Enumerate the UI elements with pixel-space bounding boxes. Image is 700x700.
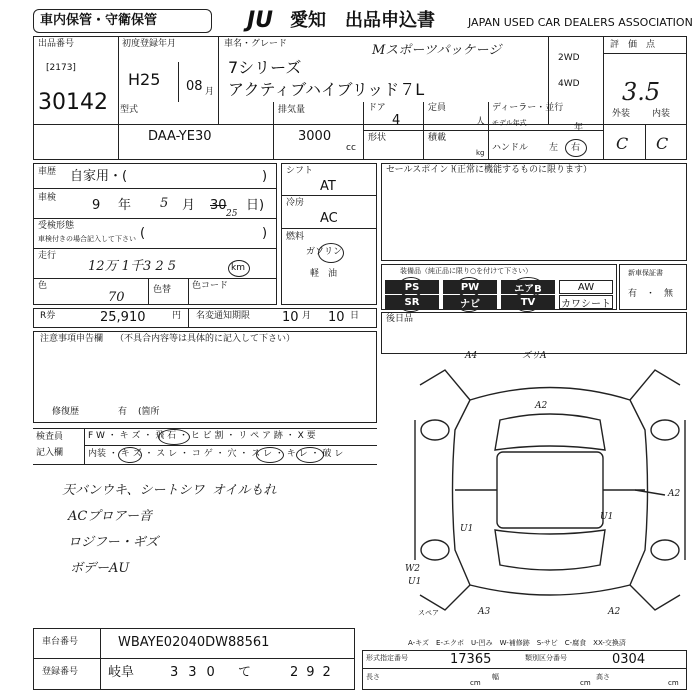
repair-value: 有 (118, 407, 128, 417)
dealer-label: ディーラー・並行 (492, 103, 564, 113)
usage-label: 車歴 (38, 167, 57, 177)
fuel-label: 燃料 (286, 232, 305, 242)
lot-sub: [2173] (46, 63, 76, 73)
width-label: 幅 (492, 673, 499, 681)
equip-sr-circle (398, 292, 424, 312)
entry-label: 記入欄 (36, 448, 64, 458)
grade-label: 評 価 点 (610, 40, 656, 50)
check-sure-circle (256, 447, 284, 463)
damage-mark-a3: A3 (478, 607, 491, 617)
form-value: 17365 (450, 652, 492, 667)
height-unit: cm (668, 679, 679, 687)
model-grade: アクティブハイブリッド７L (228, 80, 425, 99)
drive-2wd: 2WD (558, 53, 580, 63)
damage-mark-right: A2 (668, 489, 681, 499)
equip-leather: カワシート (559, 295, 613, 309)
shape-label: 形状 (368, 133, 387, 143)
check-row-exterior: F W ・ キ ズ ・ 飛 石 ・ ヒ ビ 割 ・ リ ペ ア 跡 ・ X 要 (88, 431, 316, 441)
fuel-gas: ガソリン (306, 247, 343, 257)
damage-mark-w2: W2 (405, 564, 420, 574)
form-title: 出品申込書 (345, 10, 435, 31)
inspection-label: 車検 (38, 193, 57, 203)
exterior-label: 外装 (612, 109, 631, 119)
plate-class: 330 (170, 665, 225, 680)
remark-4: ロジフー・ギズ (68, 535, 159, 550)
form-label: 形式指定番号 (366, 654, 408, 662)
inspection-year-unit: 年 (118, 198, 132, 213)
check-tobiishi-circle (158, 429, 190, 445)
equip-sr: SR (385, 295, 439, 309)
exterior-grade: C (616, 134, 629, 153)
check-row-interior: 内装 ・ キ ズ ・ ス レ ・ コ ゲ ・ 穴 ・ ス レ ・ キ レ ・ 破 レ (88, 449, 344, 459)
registration-label: 初度登録年月 (122, 39, 177, 49)
model-handwritten-note: Mスポーツパッケージ (372, 43, 502, 58)
plate-number: 292 (290, 665, 339, 680)
inspection-day-struck: 30 (210, 198, 227, 213)
color-change-label: 色替 (153, 285, 172, 295)
cooling-label: 冷房 (286, 198, 305, 208)
ownership-day-unit: 日 (350, 311, 360, 321)
usage-value: 自家用・( (70, 169, 128, 184)
damage-mark-a2-rear: A2 (608, 607, 621, 617)
doors-value: 4 (392, 113, 401, 128)
association-name: JAPAN USED CAR DEALERS ASSOCIATION (468, 16, 693, 29)
remark-2: オイルもれ (212, 483, 277, 498)
load-unit: kg (476, 149, 485, 157)
model-label: 車名・グレード (224, 39, 288, 49)
model-series: 7シリーズ (228, 58, 302, 77)
damage-legend: A-キズ E-エクボ U-凹み W-補修跡 S-サビ C-腐食 XX-交換済 (408, 639, 626, 647)
color-label: 色 (38, 281, 48, 291)
shift-label: シフト (286, 166, 314, 176)
grade-score: 3.5 (622, 78, 661, 106)
doors-label: ドア (368, 103, 386, 113)
cooling-value: AC (320, 211, 338, 226)
car-damage-diagram (400, 360, 700, 620)
ownership-month: 10 (282, 310, 299, 325)
equip-pw: PW (443, 280, 497, 294)
type-label: 型式 (120, 105, 139, 115)
plate-kana: て (238, 665, 252, 680)
displacement-value: 3000 (298, 129, 332, 144)
damage-mark-zuria: ズリA (522, 351, 547, 361)
damage-mark-u1-right: U1 (600, 512, 614, 522)
lot-label: 出品番号 (38, 39, 75, 49)
inspection-day: 25 (226, 209, 238, 219)
notes-label: 注意事項申告欄 (40, 334, 104, 344)
recycle-unit: 円 (172, 311, 182, 321)
logo: JU (247, 8, 274, 33)
damage-mark-a4: A4 (465, 351, 478, 361)
handle-label: ハンドル (492, 143, 529, 153)
equip-tv: TV (501, 295, 555, 309)
registration-month: 08 (186, 79, 203, 94)
receiving-label: 受検形態 (38, 221, 75, 231)
handle-right: 右 (571, 143, 581, 153)
handle-left: 左 (549, 143, 559, 153)
sales-points-label: セールスポイント (386, 165, 458, 175)
interior-label: 内装 (652, 109, 671, 119)
inspection-month: 5 (160, 196, 169, 211)
chassis-value: WBAYE02040DW88561 (118, 635, 270, 650)
receiving-open: ( (140, 226, 146, 241)
inspection-day-unit: 日) (246, 198, 265, 213)
displacement-label: 排気量 (278, 105, 306, 115)
plate-region: 岐阜 (108, 665, 135, 680)
usage-close: ) (262, 169, 268, 184)
sales-points-block (381, 163, 687, 261)
inspection-month-unit: 月 (182, 198, 196, 213)
damage-mark-u1-left: U1 (460, 524, 474, 534)
height-label: 高さ (596, 673, 610, 681)
color-code-label: 色コード (192, 281, 229, 291)
repair-part: (箇所 (138, 407, 160, 417)
remark-1: 天バンウキ、シートシワ (62, 483, 205, 498)
plate-label: 登録番号 (42, 667, 79, 677)
equipment-label: 装備品（純正品に限り○を付けて下さい） (400, 267, 533, 275)
remark-5: ボデーAU (70, 561, 130, 576)
brand: 愛知 (290, 10, 326, 31)
recycle-amount: 25,910 (100, 310, 146, 325)
equip-tv-circle (514, 292, 540, 312)
mileage-unit: km (231, 263, 245, 273)
remark-3: ACプロアー音 (68, 509, 152, 524)
color-value: 70 (108, 290, 125, 305)
damage-mark-roof: A2 (535, 401, 548, 411)
ownership-label: 名変通知期限 (196, 311, 251, 321)
receiving-close: ) (262, 226, 268, 241)
equip-ps: PS (385, 280, 439, 294)
registration-era-year: H25 (128, 70, 161, 89)
equip-navi: ナビ (443, 295, 497, 309)
load-label: 積載 (428, 133, 447, 143)
width-unit: cm (580, 679, 591, 687)
equip-navi-circle (456, 292, 482, 312)
equip-aw: AW (559, 280, 613, 294)
recycle-label: R券 (40, 311, 56, 321)
ownership-day: 10 (328, 310, 345, 325)
mileage-value: 12万 1千3 2 5 (88, 259, 177, 274)
fuel-diesel: 軽 油 (310, 269, 338, 279)
interior-grade: C (656, 134, 669, 153)
sales-points-note: （正常に機能するものに限ります） (448, 165, 593, 175)
mileage-label: 走行 (38, 251, 57, 261)
capacity-unit: 人 (476, 117, 486, 127)
lot-number: 30142 (38, 90, 108, 115)
model-year-label: モデル年式 (492, 119, 527, 127)
rear-items-label: 後日品 (386, 314, 414, 324)
ownership-month-unit: 月 (302, 311, 312, 321)
category-label: 類別区分番号 (525, 654, 567, 662)
shift-value: AT (320, 179, 336, 194)
length-unit: cm (470, 679, 481, 687)
inspection-year: 9 (92, 198, 101, 213)
category-value: 0304 (612, 652, 646, 667)
length-label: 長さ (366, 673, 380, 681)
damage-mark-u1-rear: U1 (408, 577, 422, 587)
receiving-note: 車検付きの場合記入して下さい (38, 235, 136, 243)
rear-items-block (381, 312, 687, 354)
drive-4wd: 4WD (558, 79, 580, 89)
year-unit: 年 (574, 123, 584, 133)
repair-label: 修復歴 (52, 407, 80, 417)
history-block (33, 163, 277, 305)
warranty-value: 有 ・ 無 (628, 289, 674, 299)
notes-block (33, 331, 377, 423)
inspector-label: 検査員 (36, 432, 64, 442)
type-value: DAA-YE30 (148, 129, 212, 144)
check-kire-circle (296, 447, 324, 463)
notes-note: （不具合内容等は具体的に記入して下さい） (115, 334, 296, 344)
storage-options: 車内保管・守衛保管 (40, 13, 158, 28)
registration-month-unit: 月 (205, 87, 215, 97)
displacement-unit: cc (346, 143, 356, 153)
equip-airbag: エアB (501, 280, 555, 294)
check-kizu-circle (118, 447, 142, 463)
chassis-label: 車台番号 (42, 637, 79, 647)
warranty-label: 新車保証書 (628, 269, 663, 277)
spare-label: スペア (418, 609, 439, 617)
capacity-label: 定員 (428, 103, 447, 113)
